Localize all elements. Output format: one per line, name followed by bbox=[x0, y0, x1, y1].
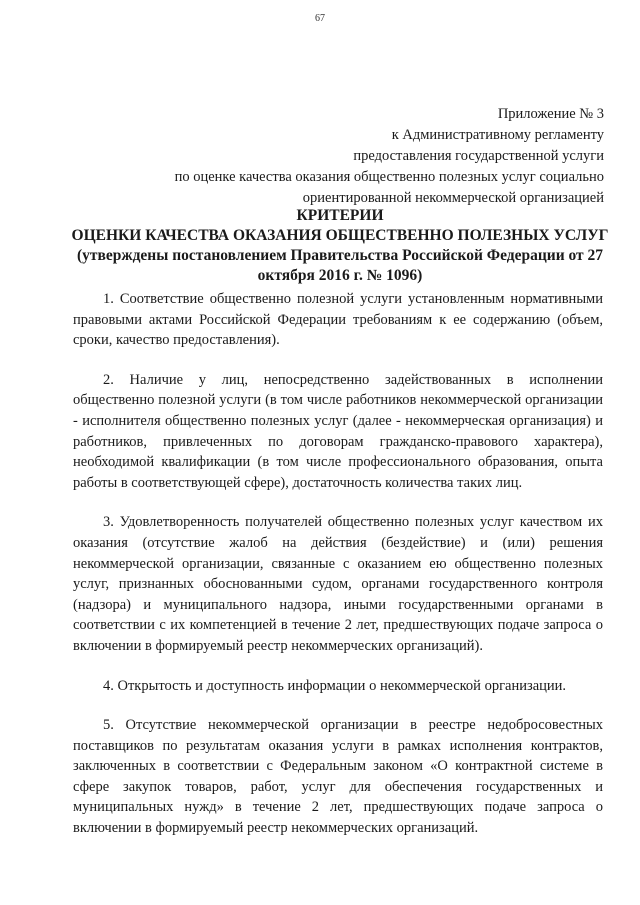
criterion-paragraph: 1. Соответствие общественно полезной услуги установленным нормативными правовыми актами Российской Федерации требованиям к ее содержанию (объем, сроки, качество предоставления). bbox=[73, 291, 603, 349]
page-number: 67 bbox=[315, 13, 325, 24]
title-line: октября 2016 г. № 1096) bbox=[257, 267, 423, 284]
criterion-paragraph: 4. Открытость и доступность информации о некоммерческой организации. bbox=[103, 677, 567, 694]
criterion-paragraph: 5. Отсутствие некоммерческой организации в реестре недобросовестных поставщиков по результатам оказания услуги в рамках исполнения контрактов, заключенных в соответствии с Федеральным законом «О контрактной системе в сфере закупок товаров, работ, услуг для обеспечения государственных и муниципальных нужд» в течение 2 лет, предшествующих подаче запроса о включении в формируемый реестр некоммерческих организаций. bbox=[73, 717, 603, 837]
criterion-paragraph: 3. Удовлетворенность получателей общественно полезных услуг качеством их оказания (отсутствие жалоб на действия (бездействие) и (или) решения некоммерческой организации, связанные с оказанием ею общественно полезных услуг, признанных обоснованными судом, органами государственного контроля (надзора) и муниципального надзора, иными государственными органами в соответствии с их компетенцией в течение 2 лет, предшествующих подаче запроса о включении в формируемый реестр некоммерческих организаций). bbox=[73, 514, 603, 654]
annex-line: предоставления государственной услуги bbox=[353, 148, 604, 164]
annex-line: Приложение № 3 bbox=[497, 106, 604, 122]
document-title bbox=[70, 206, 610, 286]
criterion-paragraph: 2. Наличие у лиц, непосредственно задействованных в исполнении общественно полезной услуги (в том числе работников некоммерческой организации - исполнителя общественно полезных услуг (далее - некоммерческая организация) и работников, привлеченных по договорам гражданско-правового характера), необходимой квалификации (в том числе профессионального образования, опыта работы в соответствующей сфере), достаточность количества таких лиц. bbox=[73, 371, 603, 491]
title-line: (утверждены постановлением Правительства Российской Федерации от 27 bbox=[76, 247, 604, 264]
title-line: КРИТЕРИИ bbox=[296, 207, 384, 224]
annex-header bbox=[124, 104, 604, 209]
annex-line: по оценке качества оказания общественно полезных услуг социально bbox=[174, 169, 604, 185]
title-line: ОЦЕНКИ КАЧЕСТВА ОКАЗАНИЯ ОБЩЕСТВЕННО ПОЛЕЗНЫХ УСЛУГ bbox=[71, 227, 609, 244]
annex-line: ориентированной некоммерческой организацией bbox=[302, 190, 604, 206]
criteria-list bbox=[73, 289, 603, 858]
annex-line: к Административному регламенту bbox=[391, 127, 604, 143]
